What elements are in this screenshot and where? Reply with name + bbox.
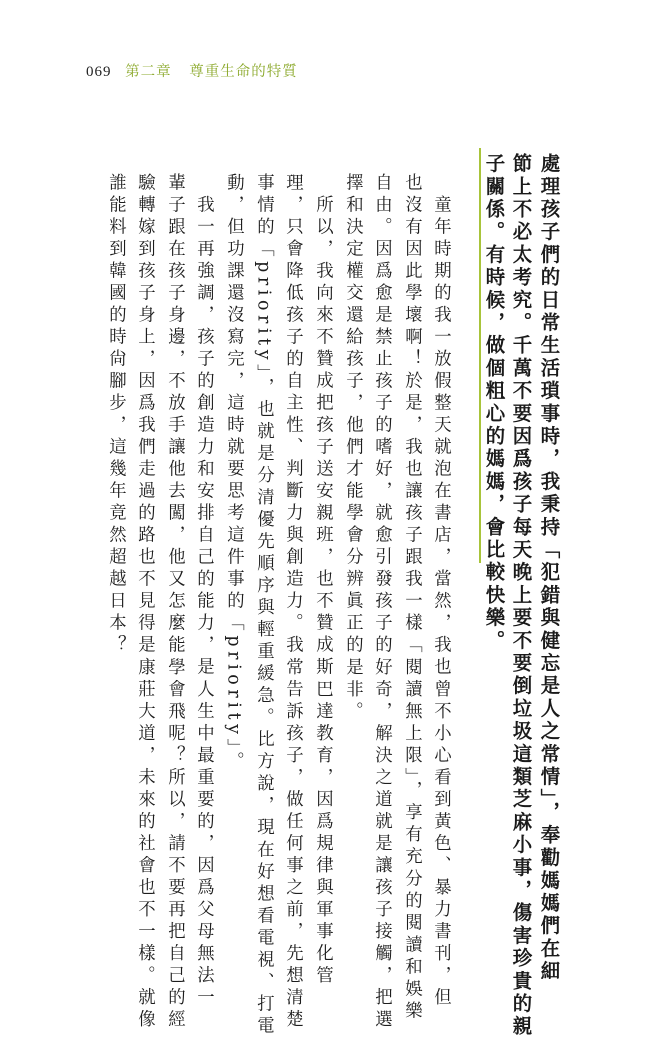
- body-column: 事情的「priority」，也就是分清優先順序與輕重緩急。比方說，現在好想看電視、打電: [253, 173, 274, 1038]
- highlight-column: 節上不必太考究。千萬不要因爲孩子每天晚上要不要倒垃圾這類芝麻小事，傷害珍貴的親: [509, 153, 533, 1038]
- body-column: 動，但功課還沒寫完，這時就要思考這件事的「priority」。: [223, 173, 244, 774]
- body-column: 也沒有因此學壞啊！於是，我也讓孩子跟我一樣「閱讀無上限」，享有充分的閱讀和娛樂: [401, 173, 422, 1024]
- running-header: [86, 60, 298, 81]
- body-column: 擇和決定權交還給孩子，他們才能學會分辨眞正的是非。: [342, 173, 363, 724]
- body-column: 驗轉嫁到孩子身上，因爲我們走過的路也不見得是康莊大道，未來的社會也不一樣。就像: [134, 173, 155, 1032]
- body-column: 理，只會降低孩子的自主性、判斷力與創造力。我常告訴孩子，做任何事之前，先想清楚: [282, 173, 303, 1032]
- highlight-column: 子關係。有時候，做個粗心的媽媽，會比較快樂。: [482, 153, 506, 653]
- body-column: 所以，我向來不贊成把孩子送安親班，也不贊成斯巴達教育，因爲規律與軍事化管: [312, 195, 333, 988]
- body-column: 輩子跟在孩子身邊，不放手讓他去闖，他又怎麼能學會飛呢？所以，請不要再把自己的經: [164, 173, 185, 1032]
- body-column: 童年時期的我一放假整天就泡在書店，當然，我也曾不小心看到黃色、暴力書刊，但: [430, 195, 451, 1010]
- body-column: 自由。因爲愈是禁止孩子的嗜好，就愈引發孩子的好奇，解決之道就是讓孩子接觸，把選: [371, 173, 392, 1032]
- body-column: 我一再強調，孩子的創造力和安排自己的能力，是人生中最重要的，因爲父母無法一: [193, 195, 214, 1010]
- highlight-column: 處理孩子們的日常生活瑣事時，我秉持「犯錯與健忘是人之常情」，奉勸媽媽們在細: [537, 153, 561, 984]
- chapter-label: 第二章: [125, 64, 172, 80]
- page-number: 069: [86, 64, 112, 80]
- chapter-title: 尊重生命的特質: [189, 64, 298, 80]
- quote-bar: [479, 148, 481, 563]
- body-column: 誰能料到韓國的時尙腳步，這幾年竟然超越日本？: [105, 173, 126, 658]
